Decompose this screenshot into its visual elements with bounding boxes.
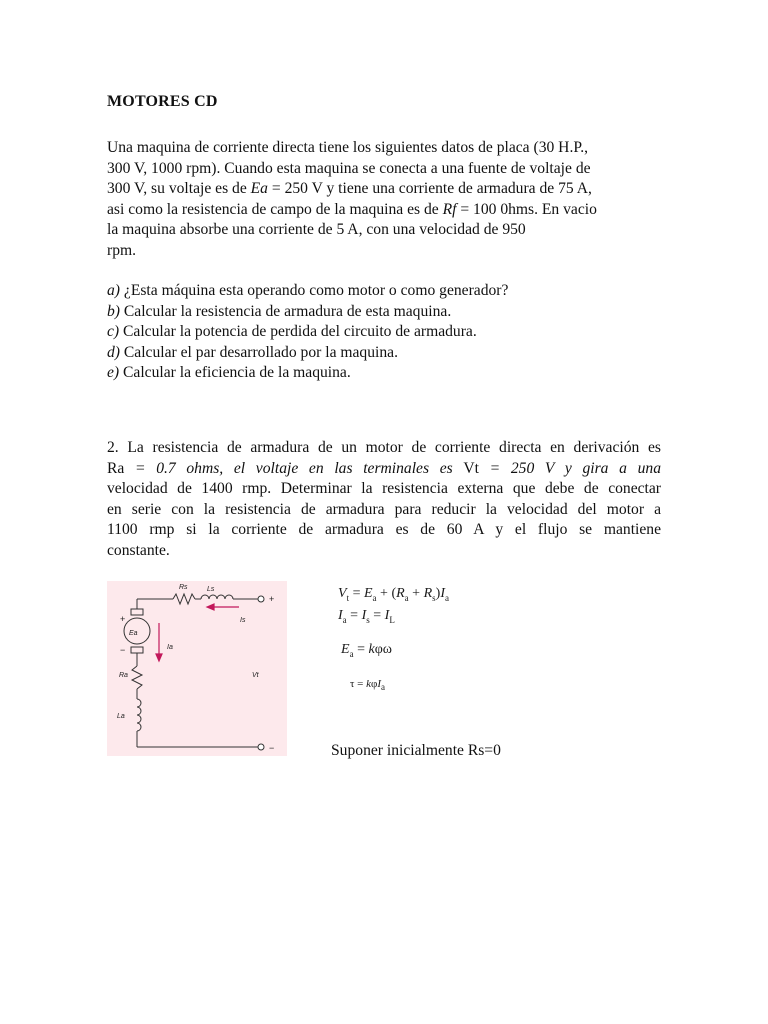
label-ia: Ia xyxy=(167,644,173,651)
circuit-svg xyxy=(107,581,287,756)
label-plus-right: + xyxy=(269,594,275,604)
assumption-note: Suponer inicialmente Rs=0 xyxy=(331,742,501,759)
problem-2-line: velocidad de 1400 rmp. Determinar la resistencia externa que debe de conectar xyxy=(107,480,661,498)
terminal-top xyxy=(258,596,264,602)
problem-2-paragraph xyxy=(107,438,661,562)
label-ra: Ra xyxy=(119,672,128,679)
label-minus-right: − xyxy=(269,743,275,753)
italic-symbol: = 250 V y gira a una xyxy=(478,459,661,477)
italic-symbol: = 0.7 ohms, el voltaje en las terminales es xyxy=(124,459,464,477)
problem-2-line: 2. La resistencia de armadura de un motor de corriente directa en derivación es xyxy=(107,439,661,456)
problem-1-line: 300 V, su voltaje es de Ea = 250 V y tiene una corriente de armadura de 75 A, xyxy=(107,180,592,198)
question-text: Calcular la potencia de perdida del circuito de armadura. xyxy=(119,323,477,341)
label-ls: Ls xyxy=(207,586,215,593)
question-letter: d) xyxy=(107,343,120,361)
italic-symbol: Rf xyxy=(442,200,457,218)
label-ea: Ea xyxy=(129,630,138,637)
inductor-la xyxy=(137,699,141,731)
ia-arrow-head xyxy=(156,654,162,661)
problem-2-line: constante. xyxy=(107,541,170,559)
italic-symbol: Ea xyxy=(250,180,268,198)
problem-1-line: rpm. xyxy=(107,241,137,259)
question-text: Calcular el par desarrollado por la maquina. xyxy=(120,343,398,361)
brush-bottom xyxy=(131,647,143,653)
brush-top xyxy=(131,609,143,615)
problem-2-line: Ra = 0.7 ohms, el voltaje en las terminales es Vt = 250 V y gira a una xyxy=(107,459,661,477)
question-item xyxy=(107,343,661,364)
circuit-diagram xyxy=(107,581,287,756)
problem-1-line: Una maquina de corriente directa tiene los siguientes datos de placa (30 H.P., xyxy=(107,139,589,156)
equation-torque: τ = kφI$_a$ xyxy=(350,678,386,693)
problem-1-line: asi como la resistencia de campo de la maquina es de Rf = 100 0hms. En vacio xyxy=(107,200,597,218)
label-is: Is xyxy=(240,617,246,624)
question-letter: a) xyxy=(107,282,120,299)
resistor-ra xyxy=(132,666,142,689)
question-text: Calcular la eficiencia de la maquina. xyxy=(119,364,351,382)
question-text: Calcular la resistencia de armadura de esta maquina. xyxy=(120,302,452,320)
is-arrow-head xyxy=(207,604,214,610)
question-letter: b) xyxy=(107,302,120,320)
question-item xyxy=(107,322,661,343)
equation-vt: $V_t = E_a + (R_a + R_s)I_a$ xyxy=(338,586,449,603)
inductor-ls xyxy=(201,595,233,599)
label-plus-left: + xyxy=(120,614,126,624)
problem-2-line: en serie con la resistencia de armadura para reducir la velocidad del motor a xyxy=(107,500,661,518)
label-vt: Vt xyxy=(252,672,259,679)
equation-currents: $I_a = I_s = I_L$ xyxy=(338,608,395,625)
problem-1-line: la maquina absorbe una corriente de 5 A, con una velocidad de 950 xyxy=(107,221,526,239)
question-letter: c) xyxy=(107,323,120,341)
equation-ea: $E_a = k\varphi\omega$ xyxy=(341,642,392,659)
label-rs: Rs xyxy=(179,584,188,591)
terminal-bottom xyxy=(258,744,264,750)
question-list xyxy=(107,281,661,384)
resistor-rs xyxy=(173,594,195,604)
label-la: La xyxy=(117,713,125,720)
page-title: MOTORES CD xyxy=(107,93,218,110)
label-minus-left: − xyxy=(120,645,126,655)
question-item xyxy=(107,302,661,323)
question-item xyxy=(107,363,661,384)
question-item xyxy=(107,281,661,302)
problem-1-paragraph xyxy=(107,138,661,262)
question-text: ¿Esta máquina esta operando como motor o como generador? xyxy=(120,282,509,299)
problem-2-line: 1100 rmp si la corriente de armadura es de 60 A y el flujo se mantiene xyxy=(107,521,661,539)
problem-1-line: 300 V, 1000 rpm). Cuando esta maquina se conecta a una fuente de voltaje de xyxy=(107,159,591,177)
question-letter: e) xyxy=(107,364,120,382)
